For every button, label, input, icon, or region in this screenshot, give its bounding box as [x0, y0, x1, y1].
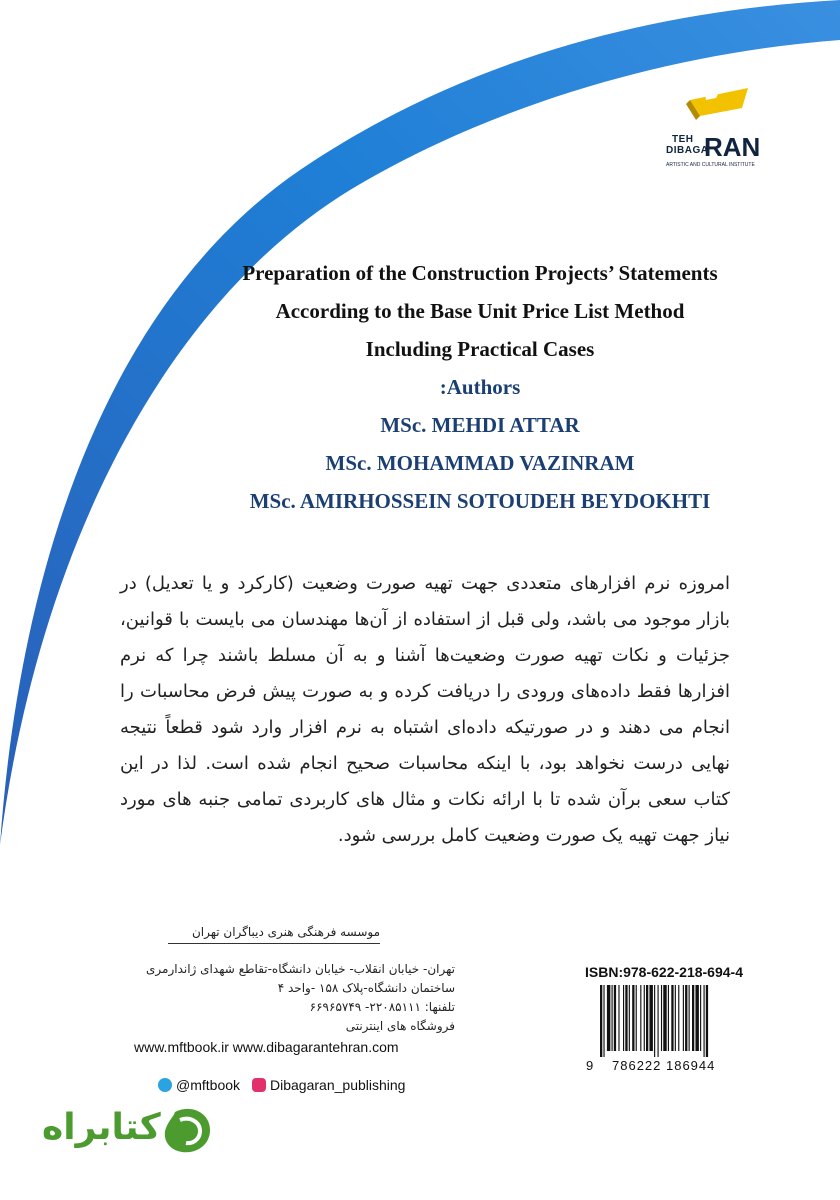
title-line-1: Preparation of the Construction Projects’ Statements	[242, 261, 718, 285]
instagram-handle: Dibagaran_publishing	[270, 1077, 406, 1093]
barcode-digits: 786222 186944	[612, 1058, 716, 1073]
social-links	[158, 1077, 405, 1093]
title-line-2: According to the Base Unit Price List Method	[275, 299, 685, 323]
publisher-name: موسسه فرهنگی هنری دیباگران تهران	[168, 925, 380, 944]
isbn-barcode	[600, 985, 740, 1057]
authors-label: :Authors	[439, 375, 521, 399]
publisher-address	[140, 960, 455, 1036]
telegram-handle: @mftbook	[176, 1077, 241, 1093]
author-name: MSc. MOHAMMAD VAZINRAM	[325, 451, 635, 475]
isbn-label: ISBN:978-622-218-694-4	[585, 964, 743, 980]
logo-subtitle: ARTISTIC AND CULTURAL INSTITUTE	[666, 162, 755, 168]
title-block	[180, 254, 780, 520]
phone-line: تلفنها: ۲۲۰۸۵۱۱۱- ۶۶۹۶۵۷۴۹	[309, 1000, 455, 1014]
telegram-icon	[158, 1078, 172, 1092]
instagram-icon	[252, 1078, 266, 1092]
book-description	[120, 566, 730, 854]
address-line: ساختمان دانشگاه-پلاک ۱۵۸ -واحد ۴	[277, 981, 455, 995]
logo-diba: DIBAGA	[666, 145, 709, 156]
logo-teh: TEH	[672, 134, 694, 145]
websites: www.mftbook.ir www.dibagarantehran.com	[134, 1039, 399, 1055]
online-shops-label: فروشگاه های اینترنتی	[345, 1019, 455, 1033]
author-name: MSc. MEHDI ATTAR	[380, 413, 580, 437]
description-text: امروزه نرم افزارهای متعددی جهت تهیه صورت وضعیت (کارکرد و یا تعدیل) در بازار موجود می باشد، ولی قبل از استفاده از آن‌ها مهندسان می بایست با قوانین، جزئیات و نکات تهیه صورت وضعیت‌ها آشنا و به آن مسلط باشند چرا که نرم افزارها فقط داده‌های ورودی را دریافت کرده و به صورت پیش فرض محاسبات را انجام می دهند و در صورتیکه داده‌ای اشتباه به نرم افزار وارد شود قطعاً نتیجه نهایی درست نخواهد بود، با اینکه محاسبات صحیح انجام شده است. لذا در این کتاب سعی برآن شده تا با ارائه نکات و مثال های کاربردی تمامی جنبه های مورد نیاز جهت تهیه یک صورت وضعیت کامل بررسی شود.	[120, 573, 730, 846]
barcode-prefix: 9	[586, 1058, 594, 1073]
author-name: MSc. AMIRHOSSEIN SOTOUDEH BEYDOKHTI	[249, 489, 711, 513]
address-line: تهران- خیابان انقلاب- خیابان دانشگاه-تقاطع شهدای ژاندارمری	[146, 962, 455, 976]
title-line-3: Including Practical Cases	[365, 337, 595, 361]
ketabrah-watermark-text: کتابراه	[42, 1107, 161, 1148]
logo-ran: RAN	[704, 132, 761, 162]
